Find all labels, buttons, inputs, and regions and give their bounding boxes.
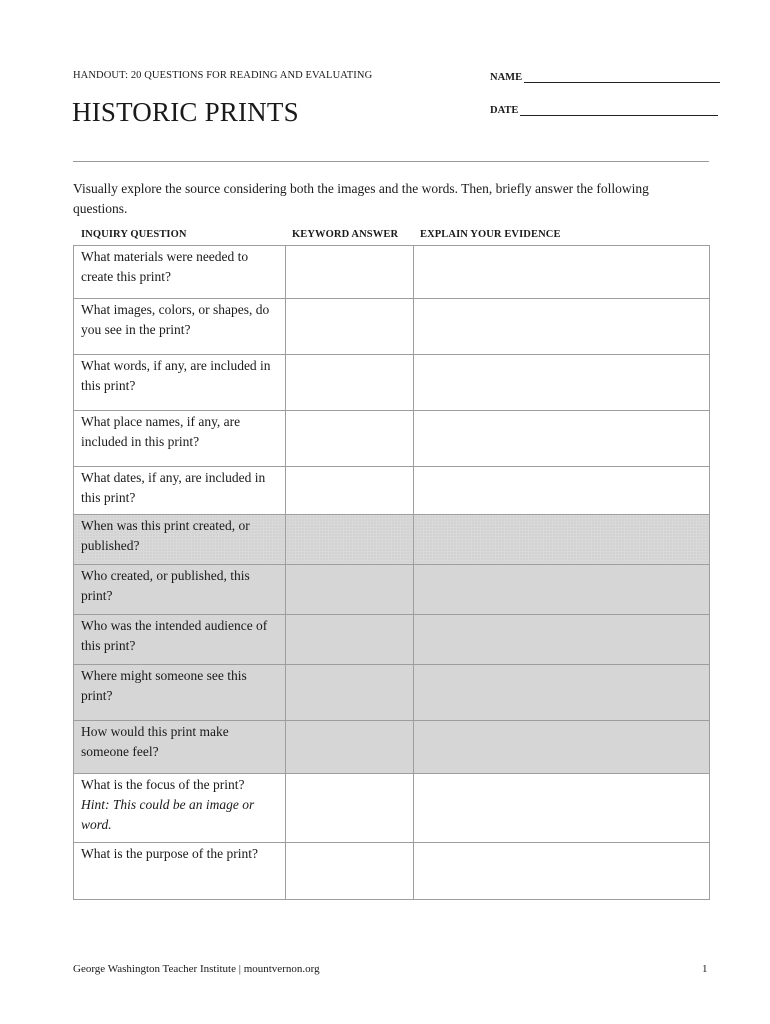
keyword-answer-cell[interactable] [286, 615, 414, 665]
date-blank-line[interactable] [520, 103, 718, 116]
evidence-cell[interactable] [414, 515, 710, 565]
question-cell [74, 467, 286, 515]
question-cell [74, 665, 286, 721]
keyword-answer-cell[interactable] [286, 411, 414, 467]
name-field[interactable] [490, 70, 720, 83]
question-text: What materials were needed to create this print? [81, 249, 249, 284]
evidence-cell[interactable] [414, 411, 710, 467]
question-text: What images, colors, or shapes, do you see in the print? [81, 302, 270, 337]
instructions-text: Visually explore the source considering both the images and the words. Then, briefly answer the following questions. [73, 181, 649, 216]
page-title: HISTORIC PRINTS [72, 97, 299, 127]
question-cell [74, 246, 286, 299]
question-text: How would this print make someone feel? [81, 724, 229, 759]
date-field[interactable] [490, 103, 718, 116]
table-row [74, 299, 710, 355]
evidence-cell[interactable] [414, 721, 710, 774]
keyword-answer-cell[interactable] [286, 246, 414, 299]
column-header-keyword: KEYWORD ANSWER [292, 229, 399, 240]
table-row [74, 843, 710, 900]
question-text: When was this print created, or published? [81, 518, 250, 553]
question-text: What words, if any, are included in this print? [81, 358, 271, 393]
question-text: Where might someone see this print? [81, 668, 247, 703]
evidence-cell[interactable] [414, 299, 710, 355]
evidence-cell[interactable] [414, 355, 710, 411]
keyword-answer-cell[interactable] [286, 774, 414, 843]
question-text: What dates, if any, are included in this print? [81, 470, 266, 505]
date-label: DATE [490, 105, 519, 116]
evidence-cell[interactable] [414, 774, 710, 843]
evidence-cell[interactable] [414, 467, 710, 515]
evidence-cell[interactable] [414, 615, 710, 665]
evidence-cell[interactable] [414, 843, 710, 900]
evidence-cell[interactable] [414, 246, 710, 299]
question-text: What is the purpose of the print? [81, 846, 258, 861]
question-cell [74, 615, 286, 665]
page-number: 1 [702, 963, 708, 975]
question-cell [74, 843, 286, 900]
keyword-answer-cell[interactable] [286, 515, 414, 565]
question-text: What is the focus of the print? [81, 777, 245, 792]
footer-source: George Washington Teacher Institute | mountvernon.org [73, 963, 320, 975]
question-cell [74, 515, 286, 565]
keyword-answer-cell[interactable] [286, 665, 414, 721]
question-text: Who created, or published, this print? [81, 568, 250, 603]
table-row [74, 721, 710, 774]
table-row [74, 515, 710, 565]
question-cell [74, 774, 286, 843]
handout-kicker: HANDOUT: 20 QUESTIONS FOR READING AND EVALUATING [73, 70, 373, 81]
evidence-cell[interactable] [414, 665, 710, 721]
header-divider [73, 161, 709, 162]
question-text: What place names, if any, are included in this print? [81, 414, 241, 449]
table-row [74, 665, 710, 721]
column-header-question: INQUIRY QUESTION [81, 229, 187, 240]
keyword-answer-cell[interactable] [286, 299, 414, 355]
question-cell [74, 721, 286, 774]
keyword-answer-cell[interactable] [286, 355, 414, 411]
name-label: NAME [490, 72, 523, 83]
table-row [74, 565, 710, 615]
keyword-answer-cell[interactable] [286, 721, 414, 774]
table-row [74, 615, 710, 665]
keyword-answer-cell[interactable] [286, 565, 414, 615]
table-row [74, 774, 710, 843]
name-blank-line[interactable] [524, 70, 720, 83]
question-hint: Hint: This could be an image or word. [81, 797, 255, 832]
question-cell [74, 299, 286, 355]
table-row [74, 246, 710, 299]
question-cell [74, 565, 286, 615]
keyword-answer-cell[interactable] [286, 843, 414, 900]
questions-table [73, 245, 710, 900]
table-row [74, 467, 710, 515]
question-cell [74, 355, 286, 411]
keyword-answer-cell[interactable] [286, 467, 414, 515]
question-text: Who was the intended audience of this print? [81, 618, 268, 653]
table-row [74, 355, 710, 411]
table-row [74, 411, 710, 467]
evidence-cell[interactable] [414, 565, 710, 615]
question-cell [74, 411, 286, 467]
column-header-evidence: EXPLAIN YOUR EVIDENCE [420, 229, 561, 240]
